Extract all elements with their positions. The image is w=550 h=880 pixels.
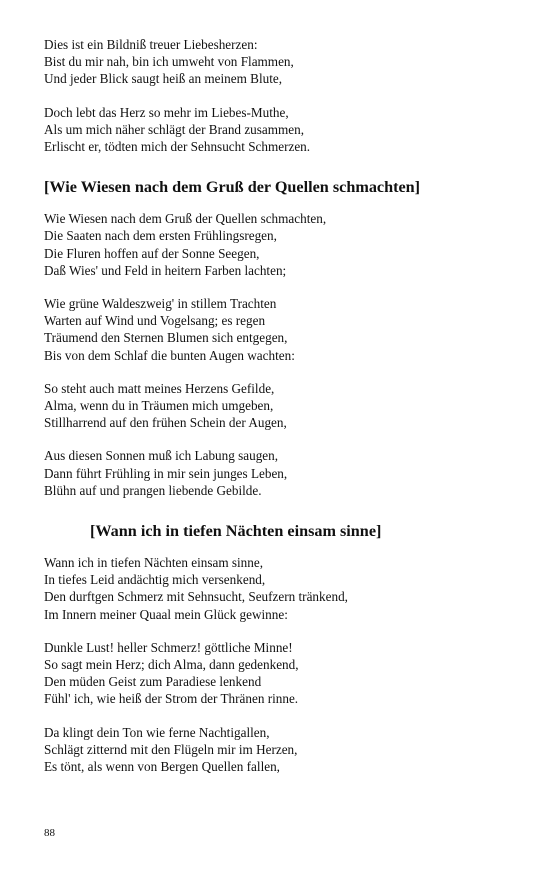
poem-continuation [44, 36, 514, 155]
verse-line: So steht auch matt meines Herzens Gefilde, [44, 380, 275, 396]
verse-line: Und jeder Blick saugt heiß an meinem Blute, [44, 71, 283, 87]
poem-title: [Wann ich in tiefen Nächten einsam sinne] [90, 522, 382, 541]
page-body [44, 36, 514, 775]
verse-line: Dann führt Frühling in mir sein junges Leben, [44, 465, 288, 481]
verse-line: In tiefes Leid andächtig mich versenkend, [44, 572, 266, 588]
stanza [44, 36, 514, 88]
verse-line: Warten auf Wind und Vogelsang; es regen [44, 313, 266, 329]
verse-line: Doch lebt das Herz so mehr im Liebes-Muthe, [44, 104, 289, 120]
verse-line: Die Fluren hoffen auf der Sonne Seegen, [44, 245, 260, 261]
verse-line: Da klingt dein Ton wie ferne Nachtigallen, [44, 724, 270, 740]
verse-line: Bis von dem Schlaf die bunten Augen wachten: [44, 347, 295, 363]
verse-line: Träumend den Sternen Blumen sich entgegen, [44, 330, 288, 346]
verse-line: Bist du mir nah, bin ich umweht von Flammen, [44, 54, 294, 70]
verse-line: Die Saaten nach dem ersten Frühlingsregen, [44, 228, 277, 244]
stanza [44, 724, 514, 776]
verse-line: Schlägt zitternd mit den Flügeln mir im Herzen, [44, 741, 298, 757]
poem-wie-wiesen [44, 210, 514, 499]
stanza [44, 210, 514, 279]
verse-line: Den müden Geist zum Paradiese lenkend [44, 674, 262, 690]
verse-line: Wann ich in tiefen Nächten einsam sinne, [44, 555, 264, 571]
poem-title: [Wie Wiesen nach dem Gruß der Quellen schmachten] [44, 178, 421, 197]
verse-line: Dunkle Lust! heller Schmerz! göttliche Minne! [44, 639, 293, 655]
verse-line: Alma, wenn du in Träumen mich umgeben, [44, 398, 274, 414]
verse-line: Wie Wiesen nach dem Gruß der Quellen schmachten, [44, 211, 327, 227]
poem-wann-ich [44, 554, 514, 775]
stanza [44, 380, 514, 432]
stanza [44, 447, 514, 499]
stanza [44, 639, 514, 708]
verse-line: Daß Wies' und Feld in heitern Farben lachten; [44, 262, 287, 278]
page-number: 88 [44, 827, 55, 839]
verse-line: Im Innern meiner Quaal mein Glück gewinne: [44, 606, 288, 622]
stanza [44, 104, 514, 156]
verse-line: Blühn auf und prangen liebende Gebilde. [44, 482, 262, 498]
verse-line: Als um mich näher schlägt der Brand zusammen, [44, 121, 305, 137]
verse-line: Aus diesen Sonnen muß ich Labung saugen, [44, 448, 279, 464]
verse-line: Erlischt er, tödten mich der Sehnsucht Schmerzen. [44, 139, 311, 155]
verse-line: Wie grüne Waldeszweig' in stillem Trachten [44, 296, 277, 312]
verse-line: Fühl' ich, wie heiß der Strom der Thränen rinne. [44, 691, 299, 707]
stanza [44, 554, 514, 623]
verse-line: Dies ist ein Bildniß treuer Liebesherzen: [44, 37, 258, 52]
verse-line: Stillharrend auf den frühen Schein der Augen, [44, 415, 287, 431]
verse-line: Es tönt, als wenn von Bergen Quellen fallen, [44, 759, 280, 775]
verse-line: So sagt mein Herz; dich Alma, dann gedenkend, [44, 657, 299, 673]
stanza [44, 295, 514, 364]
verse-line: Den durftgen Schmerz mit Sehnsucht, Seufzern tränkend, [44, 589, 348, 605]
